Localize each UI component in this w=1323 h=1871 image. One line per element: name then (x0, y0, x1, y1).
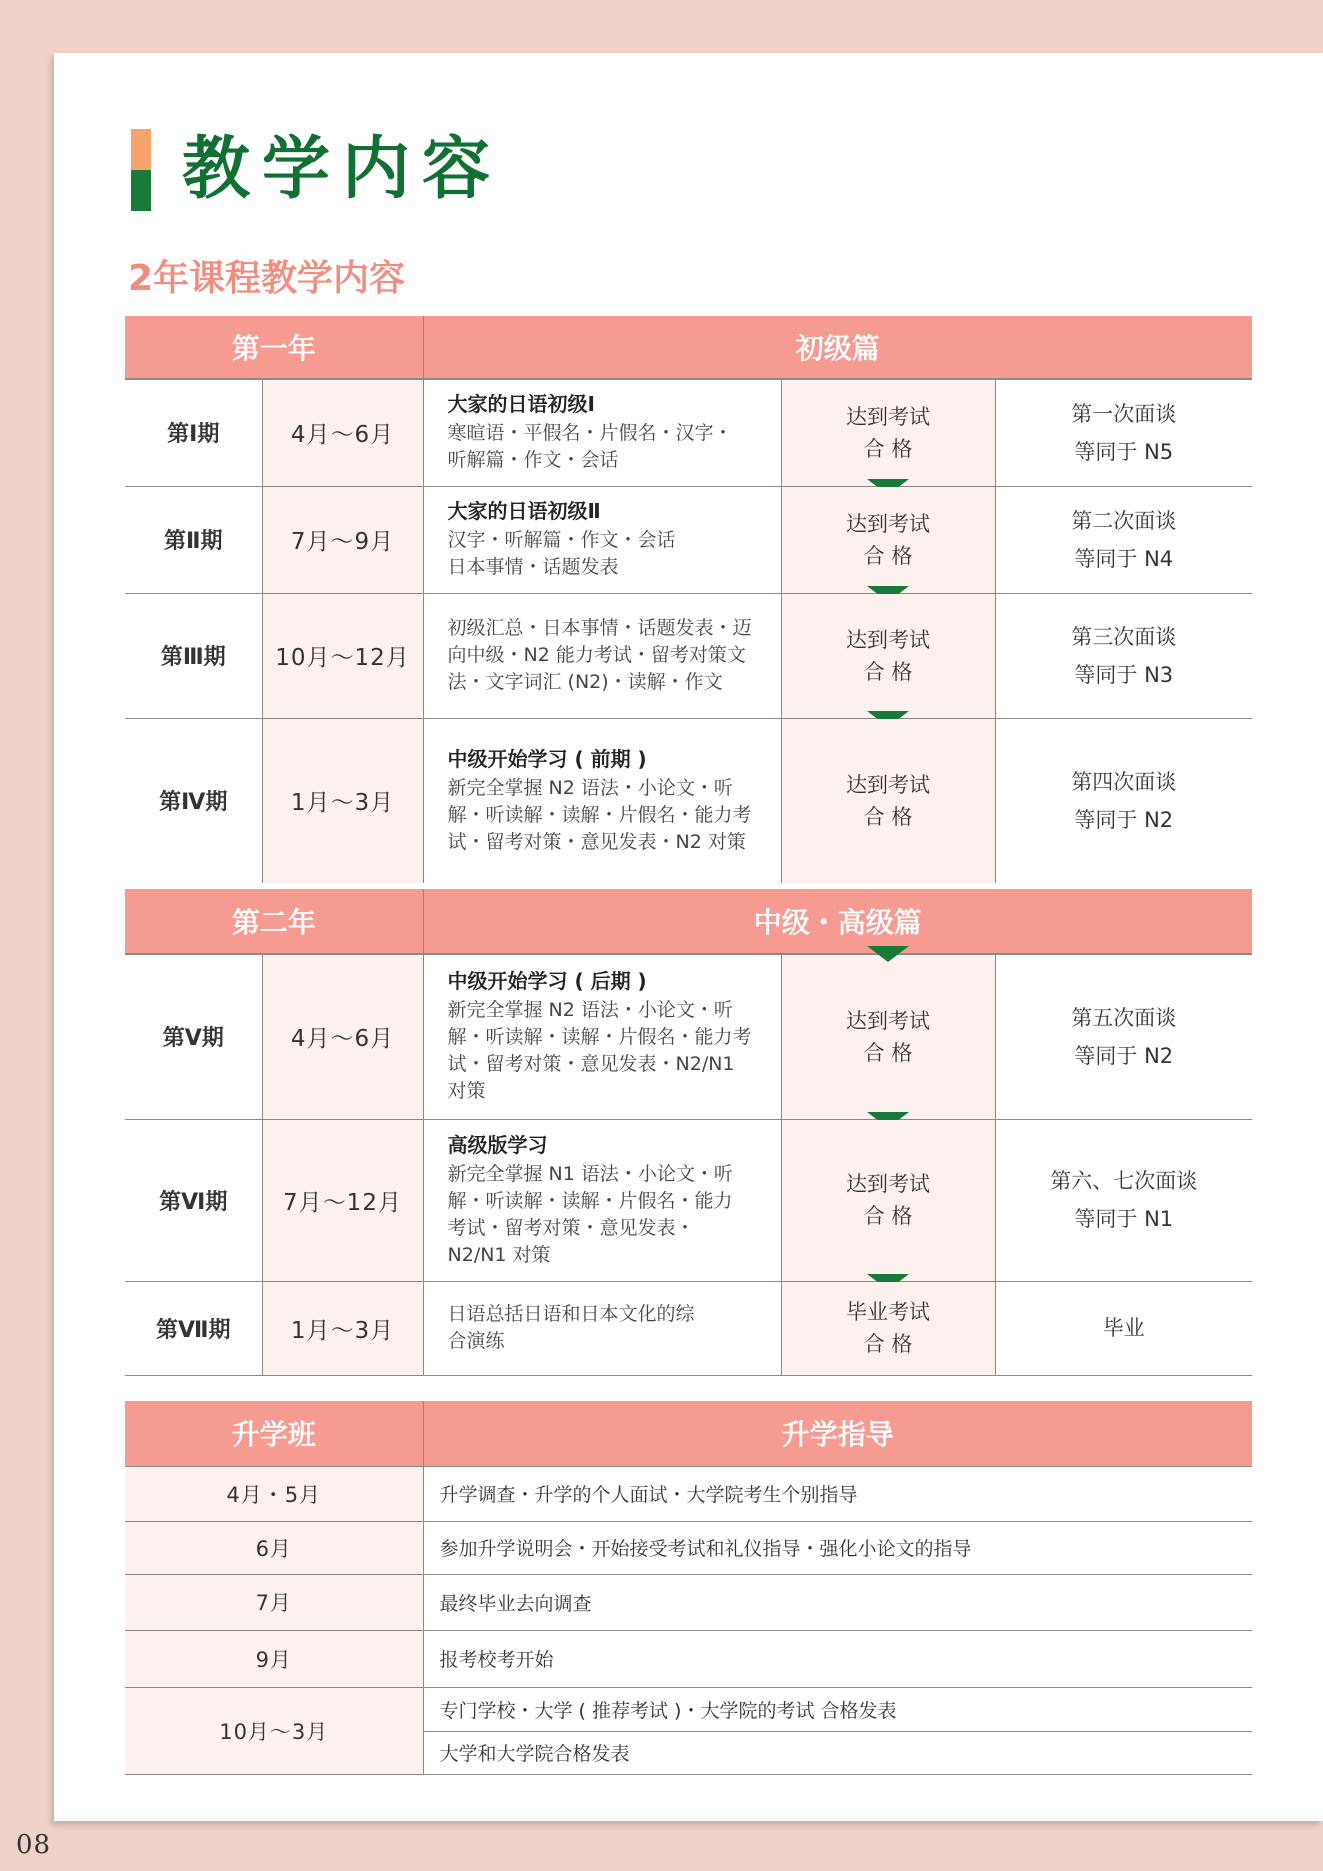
term-months: 7月～9月 (262, 486, 423, 593)
content-text: 新完全掌握 N2 语法・小论文・听解・听读解・读解・片假名・能力考试・留考对策・意见发表・N2/N1 对策 (447, 999, 752, 1103)
advance-month: 6月 (125, 1521, 423, 1574)
interview-cell (995, 718, 1252, 886)
exam-cell (781, 379, 995, 486)
exam-line2: 合 格 (863, 1204, 913, 1228)
term-label: 第Ⅶ期 (125, 1281, 262, 1375)
section-subtitle: 2年课程教学内容 (128, 258, 406, 299)
exam-line1: 达到考试 (846, 404, 931, 429)
interview-cell (995, 1281, 1252, 1375)
exam-line2: 合 格 (863, 1040, 913, 1065)
table-row (125, 1281, 1252, 1375)
interview-line2: 等同于 N1 (1074, 1207, 1174, 1231)
content-text: 初级汇总・日本事情・话题发表・迈向中级・N2 能力考试・留考对策文法・文字词汇 (N2)・读解・作文 (447, 617, 752, 693)
advance-item: 参加升学说明会・开始接受考试和礼仪指导・强化小论文的指导 (423, 1521, 1252, 1574)
exam-cell (781, 1119, 995, 1281)
term-label: 第Ⅴ期 (125, 954, 262, 1119)
exam-cell (781, 718, 995, 886)
content-title: 高级版学习 (447, 1132, 548, 1157)
term-content (423, 593, 781, 718)
table-row (125, 1630, 1252, 1687)
term-content (423, 379, 781, 486)
year2-section-label: 中级・高级篇 (423, 886, 1252, 954)
term-months: 10月～12月 (262, 593, 423, 718)
content-title: 中级开始学习 ( 后期 ) (447, 969, 647, 994)
interview-line1: 毕业 (1102, 1316, 1145, 1340)
year2-label: 第二年 (125, 886, 423, 954)
year1-section-label: 初级篇 (423, 313, 1252, 379)
interview-line2: 等同于 N5 (1074, 439, 1174, 464)
title-accent-bar (131, 129, 151, 211)
term-content (423, 1119, 781, 1281)
interview-line1: 第五次面谈 (1071, 1005, 1177, 1030)
term-label: 第Ⅳ期 (125, 718, 262, 886)
exam-line2: 合 格 (863, 543, 913, 568)
exam-line1: 达到考试 (846, 627, 931, 652)
exam-line1: 达到考试 (846, 1008, 931, 1033)
advance-item: 专门学校・大学 ( 推荐考试 )・大学院的考试 合格发表 (423, 1687, 1252, 1731)
term-months: 7月～12月 (262, 1119, 423, 1281)
content-title: 大家的日语初级Ⅱ (447, 499, 601, 523)
content-text: 新完全掌握 N2 语法・小论文・听解・听读解・读解・片假名・能力考试・留考对策・意见发表・N2 对策 (447, 776, 752, 853)
advance-table (125, 1395, 1252, 1775)
interview-line1: 第三次面谈 (1071, 624, 1177, 649)
term-label: 第Ⅲ期 (125, 593, 262, 718)
table-row (125, 486, 1252, 593)
table-row (125, 1521, 1252, 1574)
exam-line2: 合 格 (863, 804, 913, 829)
advance-header-right: 升学指导 (423, 1398, 1252, 1466)
term-months: 1月～3月 (262, 1281, 423, 1375)
term-months: 1月～3月 (262, 718, 423, 886)
advance-item: 最终毕业去向调查 (423, 1574, 1252, 1630)
exam-line1: 达到考试 (846, 1172, 931, 1196)
down-arrow-icon (867, 946, 909, 962)
interview-line2: 等同于 N4 (1074, 546, 1174, 571)
term-months: 4月～6月 (262, 954, 423, 1119)
page-number: 08 (16, 1830, 52, 1860)
advance-header-left: 升学班 (125, 1398, 423, 1466)
exam-line2: 合 格 (863, 659, 913, 684)
term-content (423, 718, 781, 886)
advance-month: 9月 (125, 1630, 423, 1687)
table-row (125, 954, 1252, 1119)
exam-line1: 达到考试 (846, 511, 931, 536)
advance-month: 7月 (125, 1574, 423, 1630)
content-text: 汉字・听解篇・作文・会话日本事情・话题发表 (447, 529, 676, 578)
table-row (125, 1466, 1252, 1521)
exam-line2: 合 格 (863, 1332, 913, 1356)
advance-item: 报考校考开始 (423, 1630, 1252, 1687)
content-text: 寒暄语・平假名・片假名・汉字・听解篇・作文・会话 (447, 422, 733, 472)
content-title: 中级开始学习 ( 前期 ) (447, 746, 647, 771)
term-label: 第Ⅰ期 (125, 379, 262, 486)
content-title: 大家的日语初级Ⅰ (447, 392, 595, 417)
interview-line1: 第六、七次面谈 (1050, 1169, 1198, 1193)
exam-cell (781, 954, 995, 1119)
exam-line2: 合 格 (863, 436, 913, 461)
table-row (125, 1687, 1252, 1731)
term-months: 4月～6月 (262, 379, 423, 486)
interview-cell (995, 379, 1252, 486)
interview-cell (995, 954, 1252, 1119)
interview-line1: 第二次面谈 (1071, 508, 1177, 533)
term-content (423, 1281, 781, 1375)
course-table (125, 310, 1252, 1376)
advance-item: 大学和大学院合格发表 (423, 1731, 1252, 1774)
term-label: 第Ⅵ期 (125, 1119, 262, 1281)
content-text: 日语总括日语和日本文化的综合演练 (447, 1303, 695, 1352)
term-content (423, 954, 781, 1119)
interview-cell (995, 1119, 1252, 1281)
interview-line1: 第四次面谈 (1071, 769, 1177, 794)
advance-item: 升学调查・升学的个人面试・大学院考生个别指导 (423, 1466, 1252, 1521)
table-row (125, 1574, 1252, 1630)
term-content (423, 486, 781, 593)
interview-cell (995, 486, 1252, 593)
advance-month: 4月・5月 (125, 1466, 423, 1521)
table-row (125, 718, 1252, 886)
term-label: 第Ⅱ期 (125, 486, 262, 593)
interview-line2: 等同于 N2 (1074, 807, 1174, 832)
advance-header-row (125, 1398, 1252, 1466)
interview-line2: 等同于 N3 (1074, 662, 1174, 687)
table-row (125, 379, 1252, 486)
exam-cell (781, 486, 995, 593)
interview-cell (995, 593, 1252, 718)
interview-line2: 等同于 N2 (1074, 1043, 1174, 1068)
year1-label: 第一年 (125, 313, 423, 379)
exam-cell (781, 593, 995, 718)
table-row (125, 593, 1252, 718)
table-row (125, 1119, 1252, 1281)
exam-line1: 达到考试 (846, 772, 931, 797)
page-title: 教学内容 (182, 129, 503, 209)
year2-header-row (125, 886, 1252, 954)
advance-month: 10月～3月 (125, 1687, 423, 1774)
exam-cell (781, 1281, 995, 1375)
exam-line1: 毕业考试 (846, 1300, 931, 1324)
interview-line1: 第一次面谈 (1071, 401, 1177, 426)
content-text: 新完全掌握 N1 语法・小论文・听解・听读解・读解・片假名・能力考试・留考对策・意见发表・N2/N1 对策 (447, 1162, 733, 1266)
year1-header-row (125, 313, 1252, 379)
